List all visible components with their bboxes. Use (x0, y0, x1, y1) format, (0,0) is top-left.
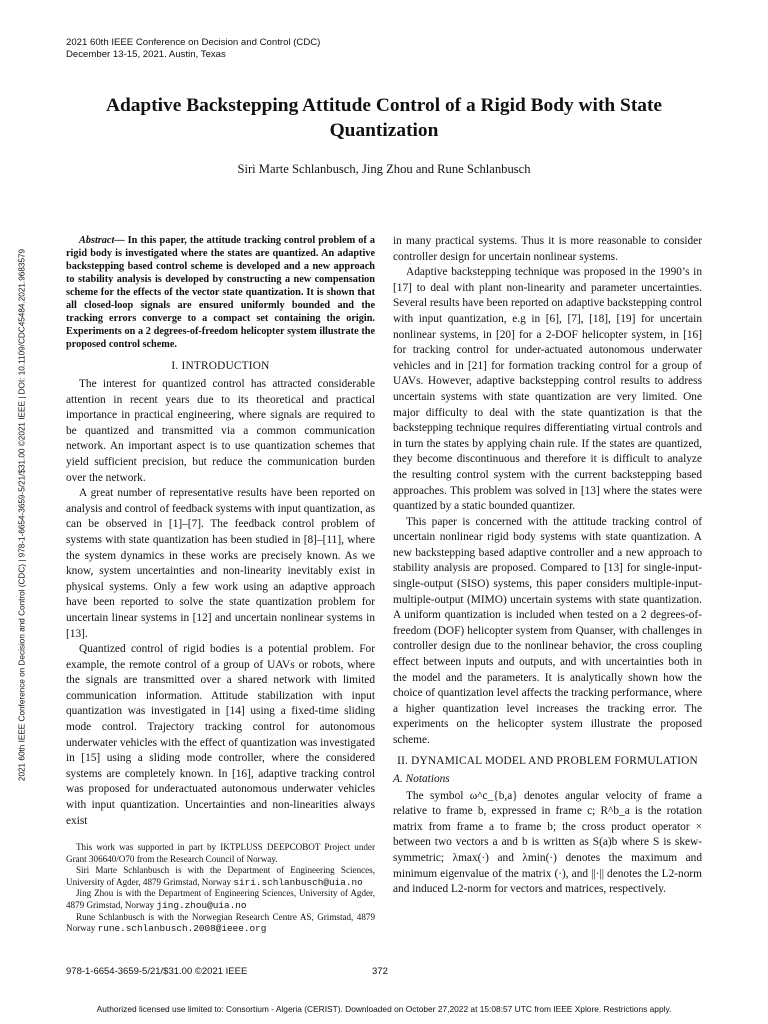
right-paragraph-3: This paper is concerned with the attitude tracking control of uncertain nonlinear rigid body systems with state quantization. A new backstepping based adaptive controller and a new approach to stability analysis are proposed. Compared to [13] for single-input-single-output (SISO) systems, this paper considers multiple-input-multiple-output (MIMO) uncertain systems with state quantization. A uniform quantization is included when tested on a 2 degrees-of-freedom (DOF) helicopter system from Quanser, with challenges in controller design due to the nonlinear behavior, the cross coupling effect between inputs and outputs, and with uncertainties both in the model and the parameters. It is analytically shown how the choice of quantization level affects the tracking performance, where a higher quantization level increases the tracking error. The experiments on the helicopter system illustrate the proposed scheme. (393, 515, 702, 746)
footnote-author-2-text: Jing Zhou is with the Department of Engineering Sciences, University of Agder, 4879 Grimstad, Norway (66, 888, 375, 910)
email-link-1[interactable]: siri.schlanbusch@uia.no (233, 876, 363, 888)
right-paragraph-1: in many practical systems. Thus it is more reasonable to consider controller design for uncertain nonlinear systems. (393, 235, 702, 263)
footnote-author-3-text: Rune Schlanbusch is with the Norwegian Research Centre AS, Grimstad, 4879 Norway (66, 911, 375, 934)
footnote-author-1 (66, 865, 375, 888)
footnote-funding: This work was supported in part by IKTPLUSS DEEPCOBOT Project under Grant 306640/O70 from the Research Council of Norway. (66, 842, 375, 864)
intro-heading: I. INTRODUCTION (171, 360, 270, 372)
footer-isbn: 978-1-6654-3659-5/21/$31.00 ©2021 IEEE (66, 966, 248, 977)
conference-name: 2021 60th IEEE Conference on Decision and Control (CDC) (66, 37, 321, 48)
doi-side-text: 2021 60th IEEE Conference on Decision and Control (CDC) | 978-1-6654-3659-5/21/$31.00 ©2021 IEEE | DOI: 10.1109/CDC45484.2021.9683579 (17, 248, 27, 782)
left-column (66, 234, 375, 829)
footnote-author-1-text: Siri Marte Schlanbusch is with the Department of Engineering Sciences, University of Agder, 4879 Grimstad, Norway (66, 865, 375, 887)
abstract-text: — In this paper, the attitude tracking control problem of a rigid body is investigated where the states are quantized. An adaptive backstepping based control scheme is developed and a new approach to stability analysis is developed by constructing a new compensation scheme for the effects of the vector state quantization. It is shown that all closed-loop signals are ensured uniformly bounded and the tracking errors converge to a compact set containing the origin. Experiments on a 2 degrees-of-freedom helicopter system illustrate the proposed control scheme. (66, 235, 375, 350)
paper-title: Adaptive Backstepping Attitude Control of a Rigid Body with State Quantization (105, 95, 663, 141)
conference-dates: December 13-15, 2021. Austin, Texas (66, 49, 226, 60)
footnote-author-3 (66, 912, 375, 935)
license-notice: Authorized licensed use limited to: Consortium - Algeria (CERIST). Downloaded on October 27,2022 at 15:08:57 UTC from IEEE Xplore. Restrictions apply. (96, 1004, 672, 1014)
intro-paragraph-1: The interest for quantized control has attracted considerable attention in recent years due to its theoretical and practical importance in practical engineering, where signals are required to be quantized and transmitted via a common communication network. An important aspect is to use quantization schemes that yield sufficient precision, but reduce the communication burden over the network. (66, 378, 375, 484)
page-number: 372 (372, 966, 388, 977)
footnotes (66, 842, 375, 935)
abstract-label: Abstract (79, 235, 115, 246)
abstract (66, 234, 375, 351)
email-link-2[interactable]: jing.zhou@uia.no (156, 899, 247, 911)
right-column (393, 234, 702, 898)
doi-side-strip (14, 209, 30, 821)
notations-paragraph: The symbol ω^c_{b,a} denotes angular velocity of frame a relative to frame b, expressed in frame c; R^b_a is the rotation matrix from frame a to frame b; the cross product operator × between two vectors a and b is written as S(a)b where S is skew-symmetric; λmax(·) and λmin(·) denotes the maximum and minimum eigenvalue of the matrix (·), and ||·|| denotes the L2-norm and induced L2-norm for vectors and matrices, respectively. (393, 789, 702, 896)
paper-authors: Siri Marte Schlanbusch, Jing Zhou and Rune Schlanbusch (237, 162, 531, 176)
conference-header (66, 37, 320, 61)
right-paragraph-2: Adaptive backstepping technique was proposed in the 1990’s in [17] to deal with plant non-linearity and parameter uncertainties. Several results have been reported on adaptive backstepping control with input quantization, e.g in [6], [7], [18], [19] for uncertain nonlinear systems, in [20] for a 2-DOF helicopter system, in [16] for tracking control for under-actuated autonomous underwater vehicles and in [21] for formation tracking control for a group of UAVs. However, adaptive backstepping control results to address uncertain systems with state quantization are very limited. One major difficulty to deal with the state quantization is that the backstepping technique requires differentiating virtual controls and in turn the states by applying chain rule. If the states are quantized, they become discontinuous and therefore it is difficult to analyze the resulting control system with the current backstepping based approaches. This problem was solved in [13] where the states were quantized by a static bounded quantizer. (393, 266, 702, 513)
footnote-author-2 (66, 888, 375, 911)
email-link-3[interactable]: rune.schlanbusch.2008@ieee.org (97, 923, 267, 935)
section-2-heading: II. DYNAMICAL MODEL AND PROBLEM FORMULATION (397, 754, 698, 767)
intro-paragraph-2: A great number of representative results have been reported on analysis and control of feedback systems with input quantization, as can be observed in [1]–[7]. The feedback control problem of systems with state quantization has been studied in [8]–[11], where the system dynamics in these works are precisely known. As we know, system uncertainties and non-linearity inevitably exist in physical systems. Only a few work using an adaptive approach have been reported to solve the state quantization problem for uncertain linear systems in [12] and uncertain nonlinear systems in [13]. (66, 487, 375, 640)
notations-heading: A. Notations (393, 772, 450, 785)
intro-paragraph-3: Quantized control of rigid bodies is a potential problem. For example, the remote control of a group of UAVs or robots, where the signals are transmitted over a shared network with limited communication information. Attitude stabilization with input quantization was investigated in [14] using a fixed-time sliding mode control. Trajectory tracking control for autonomous underwater vehicles with the effect of quantization was investigated in [15] using a sliding mode controller, where the considered systems are completely known. In [16], adaptive tracking control was proposed for underactuated autonomous underwater vehicles with input quantization. Uncertainties and non-linearities always exist (66, 643, 375, 827)
